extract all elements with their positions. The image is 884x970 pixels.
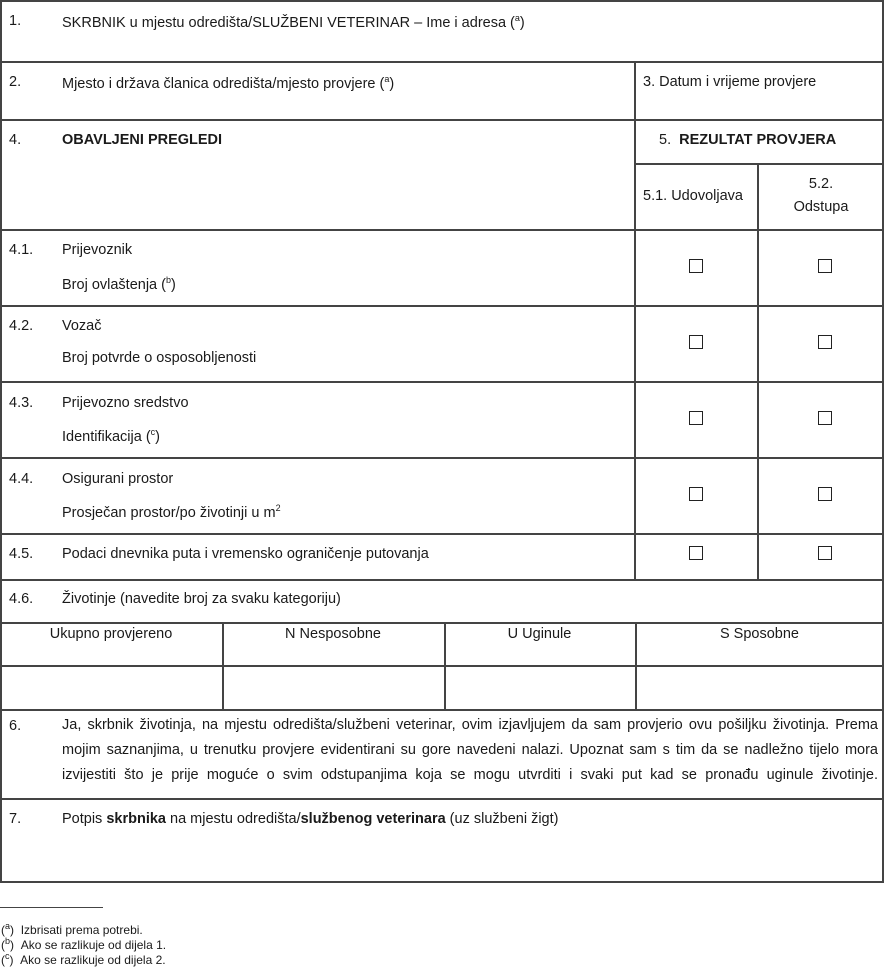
footnote-divider xyxy=(0,907,103,908)
label-text: SKRBNIK u mjestu odredišta/SLUŽBENI VETERINAR – Ime i adresa ( xyxy=(62,14,515,31)
label-text: ) xyxy=(155,428,160,445)
footnote-mark: b xyxy=(5,936,11,946)
divider xyxy=(0,381,884,383)
footnote: ($^a$) Izbrisati prema potrebi. xyxy=(1,921,143,937)
column-deviates-number: 5.2. xyxy=(808,176,834,192)
footnote-mark: a xyxy=(5,921,11,931)
label-text: ) xyxy=(170,276,176,293)
footnote-ref: c xyxy=(150,427,156,437)
column-total-checked: Ukupno provjereno xyxy=(49,626,173,642)
check-title: Podaci dnevnika puta i vremensko ograničenje putovanja xyxy=(62,546,429,562)
footnote-ref: b xyxy=(165,275,171,285)
section-4-number: 4. xyxy=(9,132,22,148)
section-5-title xyxy=(659,132,836,148)
signature-field[interactable] xyxy=(2,835,882,880)
check-number: 4.5. xyxy=(9,546,34,562)
section-1-label xyxy=(62,13,525,31)
fit-field[interactable] xyxy=(637,667,882,708)
checkbox-4-2-deviates[interactable] xyxy=(818,335,832,349)
section-3-label: 3. Datum i vrijeme provjere xyxy=(643,74,817,90)
column-deviates: Odstupa xyxy=(793,199,849,215)
divider xyxy=(0,119,884,121)
divider xyxy=(757,163,759,579)
label-text: Prosječan prostor/po životinji u m xyxy=(62,504,276,521)
section-2-label xyxy=(62,74,394,92)
divider xyxy=(0,622,884,624)
divider xyxy=(0,305,884,307)
footnote: ($^c$) Ako se razlikuje od dijela 2. xyxy=(1,951,166,967)
checkbox-4-5-complies[interactable] xyxy=(689,546,703,560)
check-subtitle xyxy=(62,427,160,445)
column-dead: U Uginule xyxy=(507,626,572,642)
column-fit: S Sposobne xyxy=(719,626,799,642)
check-title: Prijevoznik xyxy=(62,242,133,258)
section-7-number: 7. xyxy=(9,811,22,827)
checkbox-4-4-deviates[interactable] xyxy=(818,487,832,501)
section-1-number: 1. xyxy=(9,13,22,29)
checkbox-4-1-complies[interactable] xyxy=(689,259,703,273)
divider xyxy=(0,61,884,63)
check-number: 4.3. xyxy=(9,395,34,411)
check-number: 4.2. xyxy=(9,318,34,334)
dead-field[interactable] xyxy=(446,667,635,708)
label-text: ) xyxy=(389,75,395,92)
divider xyxy=(634,61,636,579)
column-unfit: N Nesposobne xyxy=(285,626,381,642)
footnote-ref: 2 xyxy=(275,503,281,513)
footnote-text: Izbrisati prema potrebi. xyxy=(20,923,143,937)
label-text: Broj ovlaštenja ( xyxy=(62,276,166,293)
check-number: 4.1. xyxy=(9,242,34,258)
check-title: Prijevozno sredstvo xyxy=(62,395,189,411)
divider xyxy=(0,798,884,800)
divider xyxy=(0,709,884,711)
footnote: ($^b$) Ako se razlikuje od dijela 1. xyxy=(1,936,167,952)
footnote-mark: c xyxy=(5,951,10,961)
divider xyxy=(634,163,884,165)
label-text: Potpis xyxy=(62,811,107,827)
divider xyxy=(0,457,884,459)
divider xyxy=(0,229,884,231)
section-2-number: 2. xyxy=(9,74,22,90)
divider xyxy=(0,881,884,883)
check-number: 4.4. xyxy=(9,471,34,487)
label-text: na mjestu odredišta/ xyxy=(166,811,301,827)
section-4-title: OBAVLJENI PREGLEDI xyxy=(62,132,223,148)
label-text: ) xyxy=(519,14,525,31)
checkbox-4-3-deviates[interactable] xyxy=(818,411,832,425)
checkbox-4-3-complies[interactable] xyxy=(689,411,703,425)
label-text: (uz službeni žigt) xyxy=(445,811,559,827)
checkbox-4-4-complies[interactable] xyxy=(689,487,703,501)
label-text: Mjesto i država članica odredišta/mjesto provjere ( xyxy=(62,75,385,92)
divider xyxy=(0,0,2,883)
label-bold: skrbnika xyxy=(106,811,166,827)
section-5-number: 5. xyxy=(659,132,672,148)
check-title: Osigurani prostor xyxy=(62,471,174,487)
checkbox-4-1-deviates[interactable] xyxy=(818,259,832,273)
column-complies: 5.1. Udovoljava xyxy=(643,188,743,204)
check-subtitle: Broj potvrde o osposobljenosti xyxy=(62,350,257,366)
check-subtitle xyxy=(62,503,281,521)
check-title: Vozač xyxy=(62,318,102,334)
divider xyxy=(0,579,884,581)
label-bold: službenog veterinara xyxy=(300,811,446,827)
check-subtitle xyxy=(62,275,176,293)
unfit-field[interactable] xyxy=(224,667,444,708)
signature-label xyxy=(62,811,558,827)
section-6-number: 6. xyxy=(9,718,22,734)
divider xyxy=(0,533,884,535)
footnote-ref: a xyxy=(384,74,390,84)
total-checked-field[interactable] xyxy=(2,667,222,708)
section-5-title-text: REZULTAT PROVJERA xyxy=(679,132,837,148)
divider xyxy=(0,0,884,2)
checkbox-4-5-deviates[interactable] xyxy=(818,546,832,560)
footnote-text: Ako se razlikuje od dijela 2. xyxy=(20,953,166,967)
label-text: Identifikacija ( xyxy=(62,428,151,445)
checkbox-4-2-complies[interactable] xyxy=(689,335,703,349)
section-4-6-number: 4.6. xyxy=(9,591,34,607)
declaration-text: Ja, skrbnik životinja, na mjestu odredišta/službeni veterinar, ovim izjavljujem da sam provjerio ovu pošiljku životinja. Prema mojim saznanjima, u trenutku provjere evidentirani su gore navedeni nalazi. Upoznat sam s tim da se nadležno tijelo mora izvijestiti što je prije moguće o svim odstupanjima koja se mogu utvrditi i svaki put kad se pronađu uginule životinje. xyxy=(62,717,878,783)
footnote-text: Ako se razlikuje od dijela 1. xyxy=(20,938,167,952)
section-4-6-label: Životinje (navedite broj za svaku kategoriju) xyxy=(62,591,341,607)
footnote-ref: a xyxy=(514,13,520,23)
